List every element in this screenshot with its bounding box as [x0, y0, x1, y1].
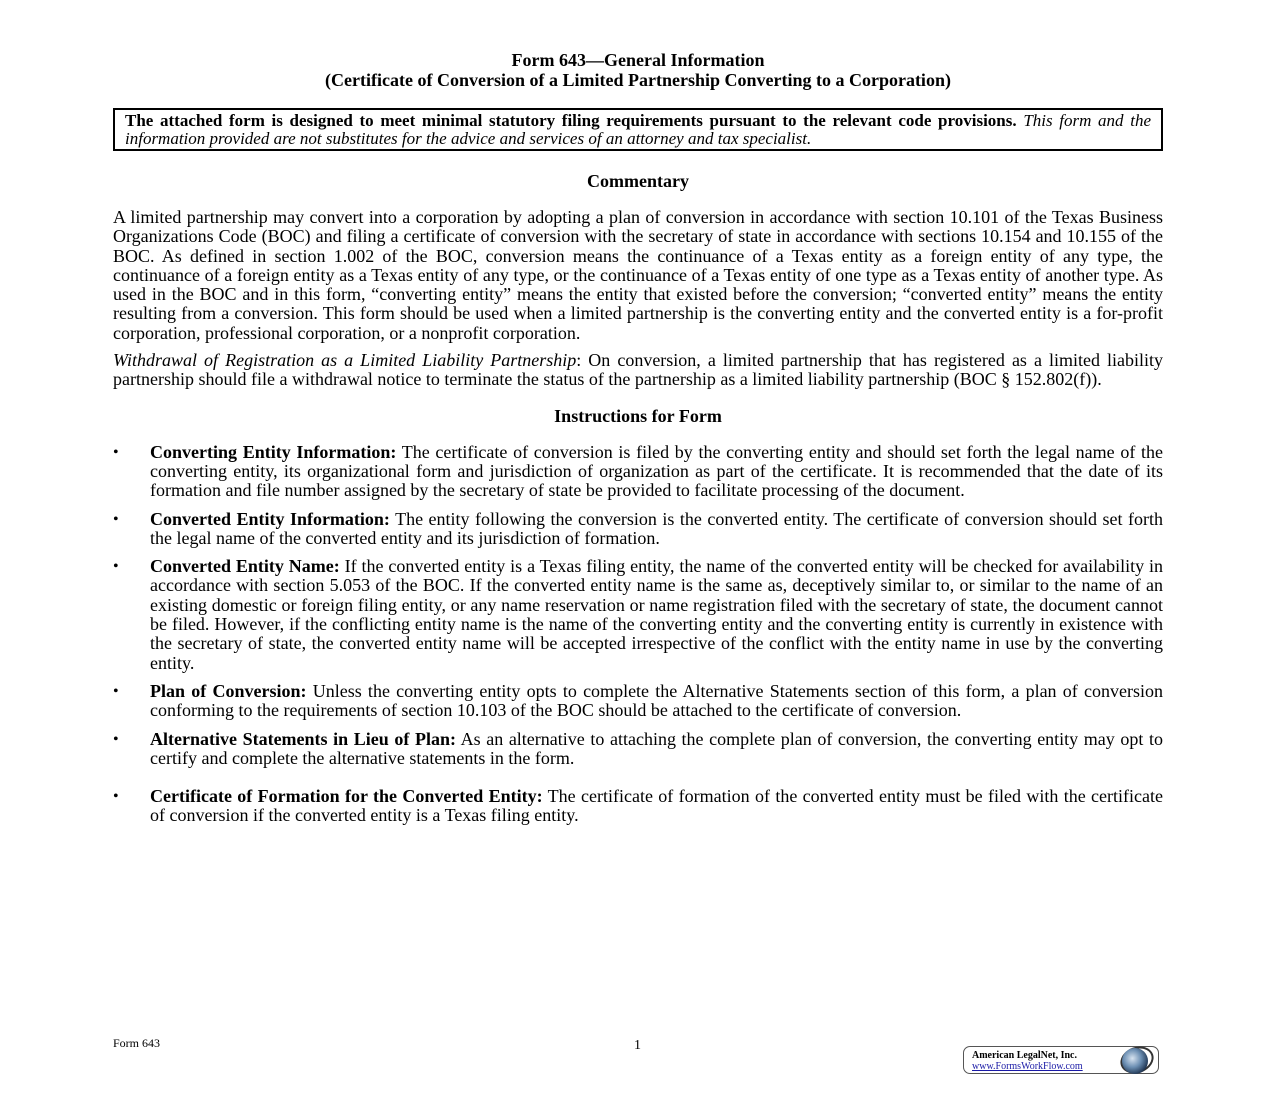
logo-url-link[interactable]: www.FormsWorkFlow.com	[972, 1061, 1083, 1072]
form-subtitle: (Certificate of Conversion of a Limited Partnership Converting to a Corporation)	[325, 70, 951, 90]
page-number: 1	[634, 1038, 641, 1053]
american-legalnet-logo[interactable]	[963, 1046, 1159, 1074]
item-text: The certificate of formation of the converted entity must be filed with the certificate of conversion if the converted entity is a Texas filing entity.	[150, 786, 1163, 826]
list-item	[113, 730, 1163, 769]
withdrawal-title: Withdrawal of Registration as a Limited Liability Partnership	[113, 350, 577, 371]
bullet-icon: •	[113, 682, 119, 700]
withdrawal-paragraph	[113, 351, 1163, 390]
item-text: If the converted entity is a Texas filing entity, the name of the converted entity will be checked for availability in accordance with section 5.053 of the BOC. If the converted entity name is the same as, deceptively similar to, or similar to the name of an existing domestic or foreign filing entity, or any name reservation or name registration filed with the secretary of state, the document cannot be filed. However, if the conflicting entity name is the name of the converting entity and the converting entity is currently in existence with the secretary of state, the converted entity name will be accepted irrespective of the conflict with the entity name in use by the converting entity.	[150, 556, 1164, 673]
commentary-heading: Commentary	[587, 171, 689, 191]
withdrawal-text: : On conversion, a limited partnership that has registered as a limited liability partnership should file a withdrawal notice to terminate the status of the partnership as a limited liability partnership (BOC § 152.802(f)).	[113, 350, 1164, 390]
bullet-icon: •	[113, 558, 119, 576]
disclaimer-box	[113, 108, 1163, 151]
logo-company-name: American LegalNet, Inc.	[972, 1050, 1077, 1061]
item-text: Unless the converting entity opts to complete the Alternative Statements section of this form, a plan of conversion conforming to the requirements of section 10.103 of the BOC should be attached to the certificate of conversion.	[150, 680, 1163, 721]
item-label: Converted Entity Name:	[150, 556, 340, 577]
list-item	[113, 787, 1163, 826]
instructions-list	[113, 443, 1163, 826]
footer-form-number: Form 643	[113, 1036, 161, 1050]
item-text: The entity following the conversion is the converted entity. The certificate of conversion should set forth the legal name of the converted entity and its jurisdiction of formation.	[150, 508, 1163, 548]
bullet-icon: •	[113, 510, 119, 528]
item-label: Alternative Statements in Lieu of Plan:	[150, 728, 456, 749]
form-title: Form 643—General Information	[511, 50, 765, 70]
disclaimer-bold-text: The attached form is designed to meet minimal statutory filing requirements pursuant to the relevant code provisions.	[125, 111, 1017, 130]
disclaimer-italic-text: This form and the information provided are not substitutes for the advice and services of an attorney and tax specialist.	[125, 111, 1151, 148]
item-label: Converted Entity Information:	[150, 508, 390, 529]
list-item	[113, 557, 1163, 673]
commentary-paragraph: A limited partnership may convert into a corporation by adopting a plan of conversion in accordance with section 10.101 of the Texas Business Organizations Code (BOC) and filing a certificate of conversion with the secretary of state in accordance with sections 10.154 and 10.155 of the BOC. As defined in section 1.002 of the BOC, conversion means the continuance of a Texas entity as a foreign entity of any type, the continuance of a foreign entity as a Texas entity of any type, or the continuance of a Texas entity of one type as a Texas entity of another type. As used in the BOC and in this form, “converting entity” means the entity that existed before the conversion; “converted entity” means the entity resulting from a conversion. This form should be used when a limited partnership is the converting entity and the converted entity is a for-profit corporation, professional corporation, or a nonprofit corporation.	[113, 207, 1163, 343]
item-label: Certificate of Formation for the Converted Entity:	[150, 786, 543, 807]
list-item	[113, 510, 1163, 549]
item-label: Converting Entity Information:	[150, 441, 397, 462]
globe-icon	[1122, 1048, 1148, 1074]
item-text: The certificate of conversion is filed by the converting entity and should set forth the legal name of the converting entity, its organizational form and jurisdiction of organization as part of the certificate. It is recommended that the date of its formation and file number assigned by the secretary of state be provided to facilitate processing of the document.	[150, 441, 1163, 501]
list-item	[113, 682, 1163, 721]
bullet-icon: •	[113, 788, 119, 806]
item-text: As an alternative to attaching the complete plan of conversion, the converting entity may opt to certify and complete the alternative statements in the form.	[150, 728, 1163, 768]
bullet-icon: •	[113, 730, 119, 748]
list-item	[113, 443, 1163, 501]
bullet-icon: •	[113, 443, 119, 461]
instructions-heading: Instructions for Form	[554, 405, 722, 426]
document-page	[113, 50, 1163, 835]
item-label: Plan of Conversion:	[150, 680, 307, 701]
